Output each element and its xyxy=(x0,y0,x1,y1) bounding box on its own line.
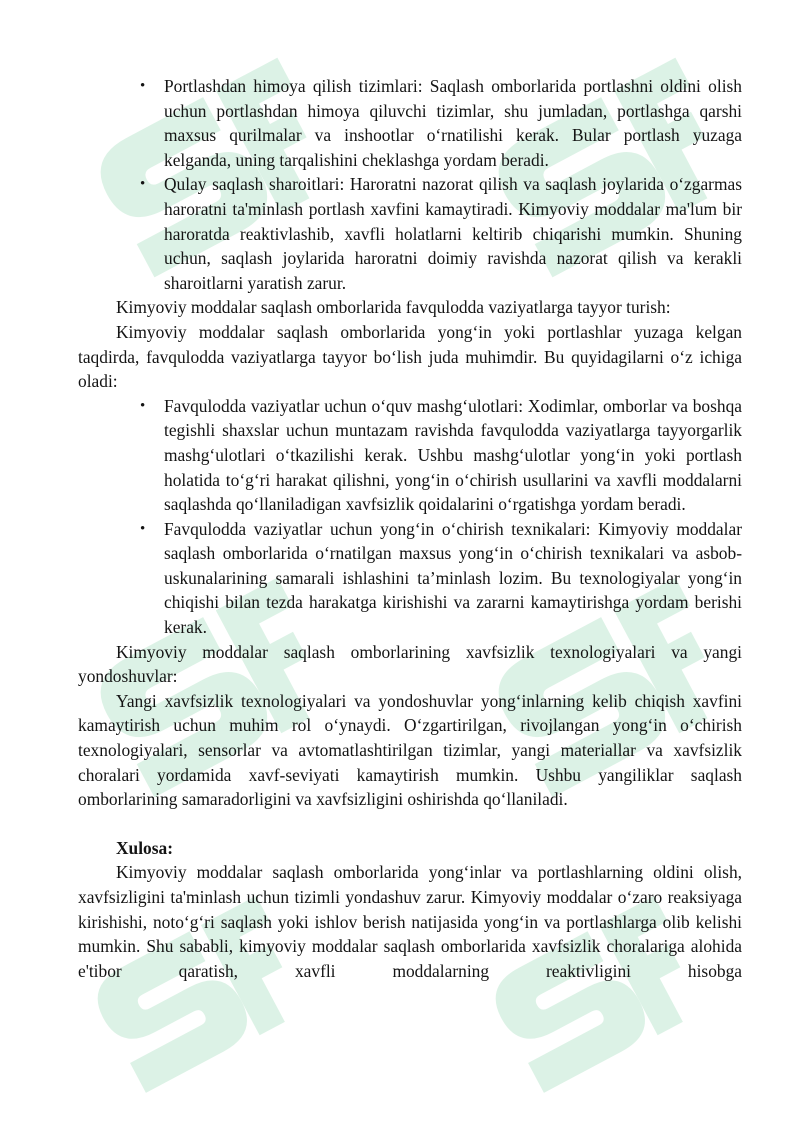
bullet-list xyxy=(78,394,742,640)
paragraph: Kimyoviy moddalar saqlash omborlarida yong‘inlar va portlashlarning oldini olish, xavfsizligini ta'minlash uchun tizimli yondashuv zarur. Kimyoviy moddalar o‘zaro reaksiyaga kirishishi, noto‘g‘ri saqlash yoki ishlov berish natijasida yong‘in va portlashlarga olib kelishi mumkin. Shu sababli, kimyoviy moddalar saqlash omborlarida xavfsizlik choralariga alohida e'tibor qaratish, xavfli moddalarning reaktivligini hisobga xyxy=(78,862,742,981)
paragraph: Kimyoviy moddalar saqlash omborlarida yong‘in yoki portlashlar yuzaga kelgan taqdirda, favqulodda vaziyatlarga tayyor bo‘lish juda muhimdir. Bu quyidagilarni o‘z ichiga oladi: xyxy=(78,321,742,392)
section-title: Kimyoviy moddalar saqlash omborlarining xavfsizlik texnologiyalari va yangi yondoshuvlar: xyxy=(78,641,742,687)
section-title: Kimyoviy moddalar saqlash omborlarida favqulodda vaziyatlarga tayyor turish: xyxy=(116,297,671,318)
bullet-list xyxy=(78,74,742,295)
paragraph: Yangi xavfsizlik texnologiyalari va yondoshuvlar yong‘inlarning kelib chiqish xavfini kamaytirish uchun muhim rol o‘ynaydi. O‘zgartirilgan, rivojlangan yong‘in o‘chirish texnologiyalari, sensorlar va avtomatlashtirilgan tizimlar, yangi materiallar va xavfsizlik choralari yordamida xavf-seviyati kamaytirish mumkin. Ushbu yangiliklar saqlash omborlarining samaradorligini va xavfsizligini oshirishda qo‘llaniladi. xyxy=(78,690,742,810)
list-item: • Portlashdan himoya qilish tizimlari: Saqlash omborlarida portlashni oldini olish uchun portlashdan himoya qiluvchi tizimlar, shu jumladan, portlashga qarshi maxsus qurilmalar va inshootlar o‘rnatilishi kerak. Bular portlash yuzaga kelganda, uning tarqalishini cheklashga yordam beradi. xyxy=(164,74,742,172)
list-item: • Favqulodda vaziyatlar uchun o‘quv mashg‘ulotlari: Xodimlar, omborlar va boshqa tegishli shaxslar uchun muntazam ravishda favqulodda vaziyatlarga tayyorgarlik mashg‘ulotlari o‘tkazilishi kerak. Ushbu mashg‘ulotlar yong‘in yoki portlash holatida to‘g‘ri harakat qilishni, yong‘in o‘chirish usullarini va xavfli moddalarni saqlashda qo‘llaniladigan xavfsizlik qoidalarini o‘rgatishga yordam beradi. xyxy=(164,394,742,517)
list-item: • Qulay saqlash sharoitlari: Haroratni nazorat qilish va saqlash joylarida o‘zgarmas haroratni ta'minlash portlash xavfini kamaytiradi. Kimyoviy moddalar ma'lum bir haroratda reaktivlashib, xavfli holatlarni keltirib chiqarishi mumkin. Shuning uchun, saqlash joylarida haroratni doimiy ravishda nazorat qilish va kerakli sharoitlarni yaratish zarur. xyxy=(164,172,742,295)
list-item: • Favqulodda vaziyatlar uchun yong‘in o‘chirish texnikalari: Kimyoviy moddalar saqlash omborlarida o‘rnatilgan maxsus yong‘in o‘chirish texnikalari va asbob-uskunalarining samarali ishlashini ta’minlash lozim. Bu texnologiyalar yong‘in chiqishi bilan tezda harakatga kirishishi va zararni kamaytirishga yordam berishi kerak. xyxy=(164,517,742,640)
document-page xyxy=(78,74,742,983)
conclusion-heading: Xulosa: xyxy=(116,837,174,858)
